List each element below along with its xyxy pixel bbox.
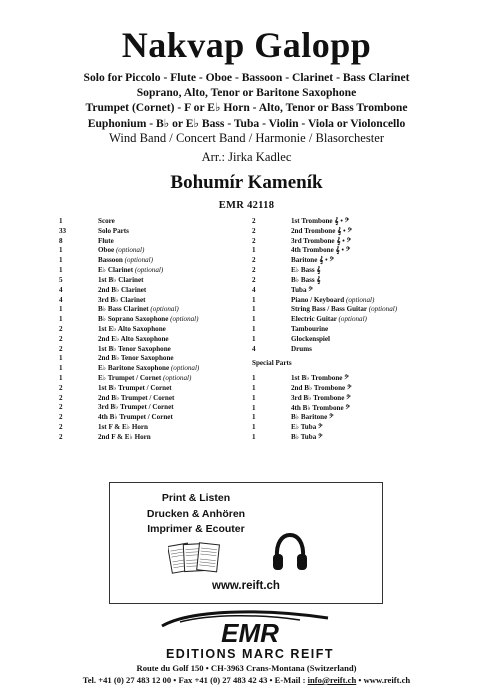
part-label: 1st F & E♭ Horn bbox=[98, 423, 148, 432]
part-count: 2 bbox=[59, 324, 63, 333]
part-count: 1 bbox=[252, 315, 256, 324]
website-link[interactable]: www.reift.ch bbox=[212, 580, 280, 592]
part-name bbox=[291, 276, 442, 286]
part-label: 1st E♭ Alto Saxophone bbox=[98, 324, 166, 333]
part-name bbox=[98, 217, 254, 227]
optional-note: (optional) bbox=[170, 364, 200, 373]
part-label: Bassoon bbox=[98, 256, 125, 265]
part-name bbox=[98, 246, 254, 256]
svg-text:EMR: EMR bbox=[221, 618, 279, 648]
part-row bbox=[59, 325, 254, 335]
part-count: 1 bbox=[252, 413, 256, 422]
part-name bbox=[291, 315, 442, 325]
part-label: String Bass / Bass Guitar bbox=[291, 305, 369, 314]
part-label: E♭ Bass 𝄞 bbox=[291, 266, 321, 275]
part-label: B♭ Bass 𝄞 bbox=[291, 275, 321, 284]
part-name bbox=[291, 266, 442, 276]
part-count: 1 bbox=[252, 433, 256, 442]
part-label: 2nd B♭ Tenor Saxophone bbox=[98, 354, 174, 363]
svg-text:EDITIONS MARC REIFT: EDITIONS MARC REIFT bbox=[165, 647, 335, 661]
part-name bbox=[98, 276, 254, 286]
part-label: Oboe bbox=[98, 246, 116, 255]
optional-note: (optional) bbox=[170, 315, 199, 324]
part-name bbox=[291, 217, 442, 227]
part-count: 2 bbox=[59, 413, 63, 422]
part-name bbox=[291, 345, 442, 355]
part-row bbox=[252, 423, 442, 433]
part-count: 2 bbox=[252, 217, 256, 225]
part-label: B♭ Baritone 𝄢 bbox=[291, 413, 334, 422]
part-label: E♭ Clarinet bbox=[98, 266, 135, 275]
part-count: 5 bbox=[59, 275, 63, 284]
parts-list-right bbox=[252, 217, 442, 443]
part-row bbox=[59, 296, 254, 306]
contact-prefix: Tel. +41 (0) 27 483 12 00 • Fax +41 (0) 27 483 42 43 • E-Mail : bbox=[82, 675, 308, 685]
part-name bbox=[291, 413, 442, 423]
part-label: Solo Parts bbox=[98, 226, 129, 235]
part-label: Piano / Keyboard bbox=[291, 295, 346, 304]
part-name bbox=[291, 246, 442, 256]
sheet-music-icon bbox=[168, 541, 222, 575]
part-name bbox=[98, 423, 254, 433]
promo-line: Print & Listen bbox=[161, 492, 231, 504]
part-label: 1st B♭ Trumpet / Cornet bbox=[98, 383, 172, 392]
part-row bbox=[252, 237, 442, 247]
part-name bbox=[98, 394, 254, 404]
part-count: 2 bbox=[252, 226, 256, 235]
part-name bbox=[98, 433, 254, 443]
part-row bbox=[59, 394, 254, 404]
part-count: 2 bbox=[252, 236, 256, 245]
part-row bbox=[252, 433, 442, 443]
part-row bbox=[252, 246, 442, 256]
part-label: Tuba 𝄢 bbox=[291, 285, 313, 294]
optional-note: (optional) bbox=[124, 256, 153, 265]
part-row bbox=[59, 354, 254, 364]
part-row bbox=[59, 276, 254, 286]
ensemble-line: Wind Band / Concert Band / Harmonie / Blasorchester bbox=[108, 131, 385, 145]
part-count: 1 bbox=[59, 315, 63, 324]
part-row bbox=[252, 413, 442, 423]
part-name bbox=[98, 296, 254, 306]
optional-note: (optional) bbox=[150, 305, 179, 314]
part-count: 4 bbox=[59, 295, 63, 304]
part-name bbox=[98, 374, 254, 384]
part-label: 2nd B♭ Clarinet bbox=[98, 285, 147, 294]
part-count: 1 bbox=[59, 256, 63, 265]
part-label: 2nd F & E♭ Horn bbox=[98, 432, 151, 441]
contact-suffix: • www.reift.ch bbox=[356, 675, 411, 685]
part-row bbox=[252, 276, 442, 286]
solo-line: Soprano, Alto, Tenor or Baritone Saxophone bbox=[136, 86, 357, 100]
part-row bbox=[59, 305, 254, 315]
part-label: 1st B♭ Trombone 𝄢 bbox=[291, 374, 349, 383]
part-row bbox=[252, 256, 442, 266]
optional-note: (optional) bbox=[134, 266, 164, 275]
part-count: 1 bbox=[252, 384, 256, 392]
part-row bbox=[252, 404, 442, 414]
part-name bbox=[291, 433, 442, 443]
part-name bbox=[98, 325, 254, 335]
part-label: B♭ Tuba 𝄢 bbox=[291, 433, 323, 442]
part-name bbox=[291, 384, 442, 394]
part-name bbox=[98, 335, 254, 345]
part-name bbox=[291, 325, 442, 335]
part-count: 2 bbox=[59, 344, 63, 353]
part-count: 1 bbox=[252, 393, 256, 402]
part-name bbox=[98, 286, 254, 296]
email-link[interactable]: info@reift.ch bbox=[307, 675, 357, 685]
part-count: 2 bbox=[59, 432, 63, 441]
part-row bbox=[252, 394, 442, 404]
part-count: 1 bbox=[59, 354, 63, 363]
part-label: 3rd B♭ Trombone 𝄢 bbox=[291, 393, 351, 402]
part-row bbox=[59, 217, 254, 227]
arranger-line: Arr.: Jirka Kadlec bbox=[201, 150, 292, 164]
part-label: E♭ Baritone Saxophone bbox=[98, 364, 171, 373]
part-row bbox=[252, 384, 442, 394]
part-count: 1 bbox=[252, 324, 256, 333]
part-name bbox=[291, 374, 442, 384]
part-label: 1st B♭ Tenor Saxophone bbox=[98, 344, 171, 353]
part-label: B♭ Bass Clarinet bbox=[98, 305, 151, 314]
part-name bbox=[291, 404, 442, 414]
part-name bbox=[291, 423, 442, 433]
part-name bbox=[98, 227, 254, 237]
print-listen-box bbox=[109, 482, 383, 604]
page-title: Nakvap Galopp bbox=[121, 25, 372, 65]
part-count: 4 bbox=[252, 285, 256, 294]
promo-line: Imprimer & Ecouter bbox=[147, 523, 245, 535]
part-count: 2 bbox=[59, 403, 63, 412]
part-count: 2 bbox=[59, 393, 63, 402]
part-label: E♭ Trumpet / Cornet bbox=[98, 374, 163, 382]
part-count: 1 bbox=[59, 364, 63, 373]
optional-note: (optional) bbox=[115, 246, 145, 255]
part-name bbox=[98, 305, 254, 315]
part-name bbox=[291, 305, 442, 315]
part-count: 1 bbox=[59, 266, 63, 275]
part-name bbox=[291, 237, 442, 247]
part-label: 4th Trombone 𝄞 • 𝄢 bbox=[291, 246, 351, 255]
part-label: 3rd B♭ Clarinet bbox=[98, 295, 146, 304]
parts-list-left bbox=[59, 217, 254, 443]
part-name bbox=[98, 237, 254, 247]
part-count: 8 bbox=[59, 236, 63, 245]
part-row bbox=[59, 335, 254, 345]
part-label: 1st B♭ Clarinet bbox=[98, 275, 144, 284]
part-label: 2nd Trombone 𝄞 • 𝄢 bbox=[291, 226, 352, 235]
part-label: 2nd E♭ Alto Saxophone bbox=[98, 334, 169, 343]
part-label: E♭ Tuba 𝄢 bbox=[291, 423, 323, 432]
part-row bbox=[59, 374, 254, 384]
part-row bbox=[59, 256, 254, 266]
part-label: 3rd B♭ Trumpet / Cornet bbox=[98, 403, 174, 412]
part-row bbox=[59, 403, 254, 413]
part-row bbox=[59, 286, 254, 296]
part-count: 1 bbox=[59, 374, 63, 382]
part-count: 1 bbox=[252, 246, 256, 255]
publisher-contact bbox=[0, 675, 493, 685]
part-name bbox=[98, 345, 254, 355]
solo-line: Solo for Piccolo - Flute - Oboe - Bassoon - Clarinet - Bass Clarinet bbox=[83, 71, 410, 84]
headphones-icon bbox=[270, 531, 310, 573]
part-label: Score bbox=[98, 217, 115, 225]
part-label: Flute bbox=[98, 236, 114, 245]
optional-note: (optional) bbox=[338, 315, 367, 324]
part-label: Drums bbox=[291, 344, 312, 353]
part-row bbox=[252, 325, 442, 335]
part-row bbox=[59, 246, 254, 256]
part-count: 1 bbox=[252, 403, 256, 412]
special-parts-heading: Special Parts bbox=[252, 359, 292, 368]
part-label: B♭ Soprano Saxophone bbox=[98, 315, 171, 324]
part-count: 1 bbox=[59, 217, 63, 225]
part-name bbox=[291, 286, 442, 296]
part-label: Tambourine bbox=[291, 324, 329, 333]
part-count: 1 bbox=[252, 295, 256, 304]
part-count: 4 bbox=[59, 285, 63, 294]
part-row bbox=[252, 266, 442, 276]
part-name bbox=[291, 335, 442, 345]
part-label: 2nd B♭ Trombone 𝄢 bbox=[291, 384, 352, 392]
part-row bbox=[59, 227, 254, 237]
part-row bbox=[59, 433, 254, 443]
part-name bbox=[98, 266, 254, 276]
part-name bbox=[98, 256, 254, 266]
optional-note: (optional) bbox=[368, 305, 398, 314]
promo-text bbox=[110, 491, 282, 538]
emr-logo bbox=[150, 608, 350, 664]
part-count: 2 bbox=[252, 275, 256, 284]
part-name bbox=[98, 354, 254, 364]
part-row bbox=[59, 384, 254, 394]
part-row bbox=[59, 413, 254, 423]
composer-name: Bohumír Kameník bbox=[170, 172, 323, 193]
part-name bbox=[98, 364, 254, 374]
part-name bbox=[291, 394, 442, 404]
part-name bbox=[98, 403, 254, 413]
part-row bbox=[252, 374, 442, 384]
part-count: 1 bbox=[252, 374, 256, 383]
part-count: 1 bbox=[252, 423, 256, 432]
part-count: 2 bbox=[59, 423, 63, 432]
catalog-number: EMR 42118 bbox=[218, 200, 275, 211]
part-count: 1 bbox=[59, 246, 63, 255]
part-count: 2 bbox=[59, 334, 63, 343]
part-count: 2 bbox=[59, 383, 63, 392]
part-name bbox=[98, 315, 254, 325]
part-label: 3rd Trombone 𝄞 • 𝄢 bbox=[291, 236, 352, 245]
optional-note: (optional) bbox=[162, 374, 192, 382]
part-name bbox=[291, 256, 442, 266]
part-label: 1st Trombone 𝄞 • 𝄢 bbox=[291, 217, 350, 225]
part-label: Baritone 𝄞 • 𝄢 bbox=[291, 256, 334, 265]
part-row bbox=[59, 423, 254, 433]
part-count: 33 bbox=[59, 226, 67, 235]
part-name bbox=[98, 384, 254, 394]
part-count: 2 bbox=[252, 256, 256, 265]
optional-note: (optional) bbox=[345, 295, 375, 304]
part-count: 2 bbox=[252, 266, 256, 275]
part-row bbox=[252, 217, 442, 227]
part-row bbox=[252, 335, 442, 345]
part-row bbox=[59, 266, 254, 276]
part-label: Electric Guitar bbox=[291, 315, 339, 324]
part-row bbox=[59, 345, 254, 355]
part-count: 1 bbox=[59, 305, 63, 314]
solo-line: Euphonium - B♭ or E♭ Bass - Tuba - Violin - Viola or Violoncello bbox=[87, 116, 406, 130]
part-label: 2nd B♭ Trumpet / Cornet bbox=[98, 393, 175, 402]
solo-instruments bbox=[0, 70, 493, 131]
part-count: 1 bbox=[252, 305, 256, 314]
part-row bbox=[252, 286, 442, 296]
part-count: 1 bbox=[252, 334, 256, 343]
part-row bbox=[252, 227, 442, 237]
part-name bbox=[98, 413, 254, 423]
part-name bbox=[291, 296, 442, 306]
part-label: Glockenspiel bbox=[291, 334, 331, 343]
part-label: 4th B♭ Trumpet / Cornet bbox=[98, 413, 173, 422]
part-row bbox=[252, 315, 442, 325]
part-row bbox=[252, 305, 442, 315]
promo-line: Drucken & Anhören bbox=[146, 507, 246, 520]
part-label: 4th B♭ Trombone 𝄢 bbox=[291, 403, 350, 412]
part-row bbox=[59, 315, 254, 325]
part-row bbox=[59, 364, 254, 374]
part-count: 4 bbox=[252, 344, 256, 353]
part-name bbox=[291, 227, 442, 237]
part-row bbox=[59, 237, 254, 247]
part-row bbox=[252, 296, 442, 306]
part-row bbox=[252, 345, 442, 355]
solo-line: Trumpet (Cornet) - F or E♭ Horn - Alto, Tenor or Bass Trombone bbox=[85, 101, 408, 115]
publisher-address: Route du Golf 150 • CH-3963 Crans-Montana (Switzerland) bbox=[136, 663, 357, 673]
